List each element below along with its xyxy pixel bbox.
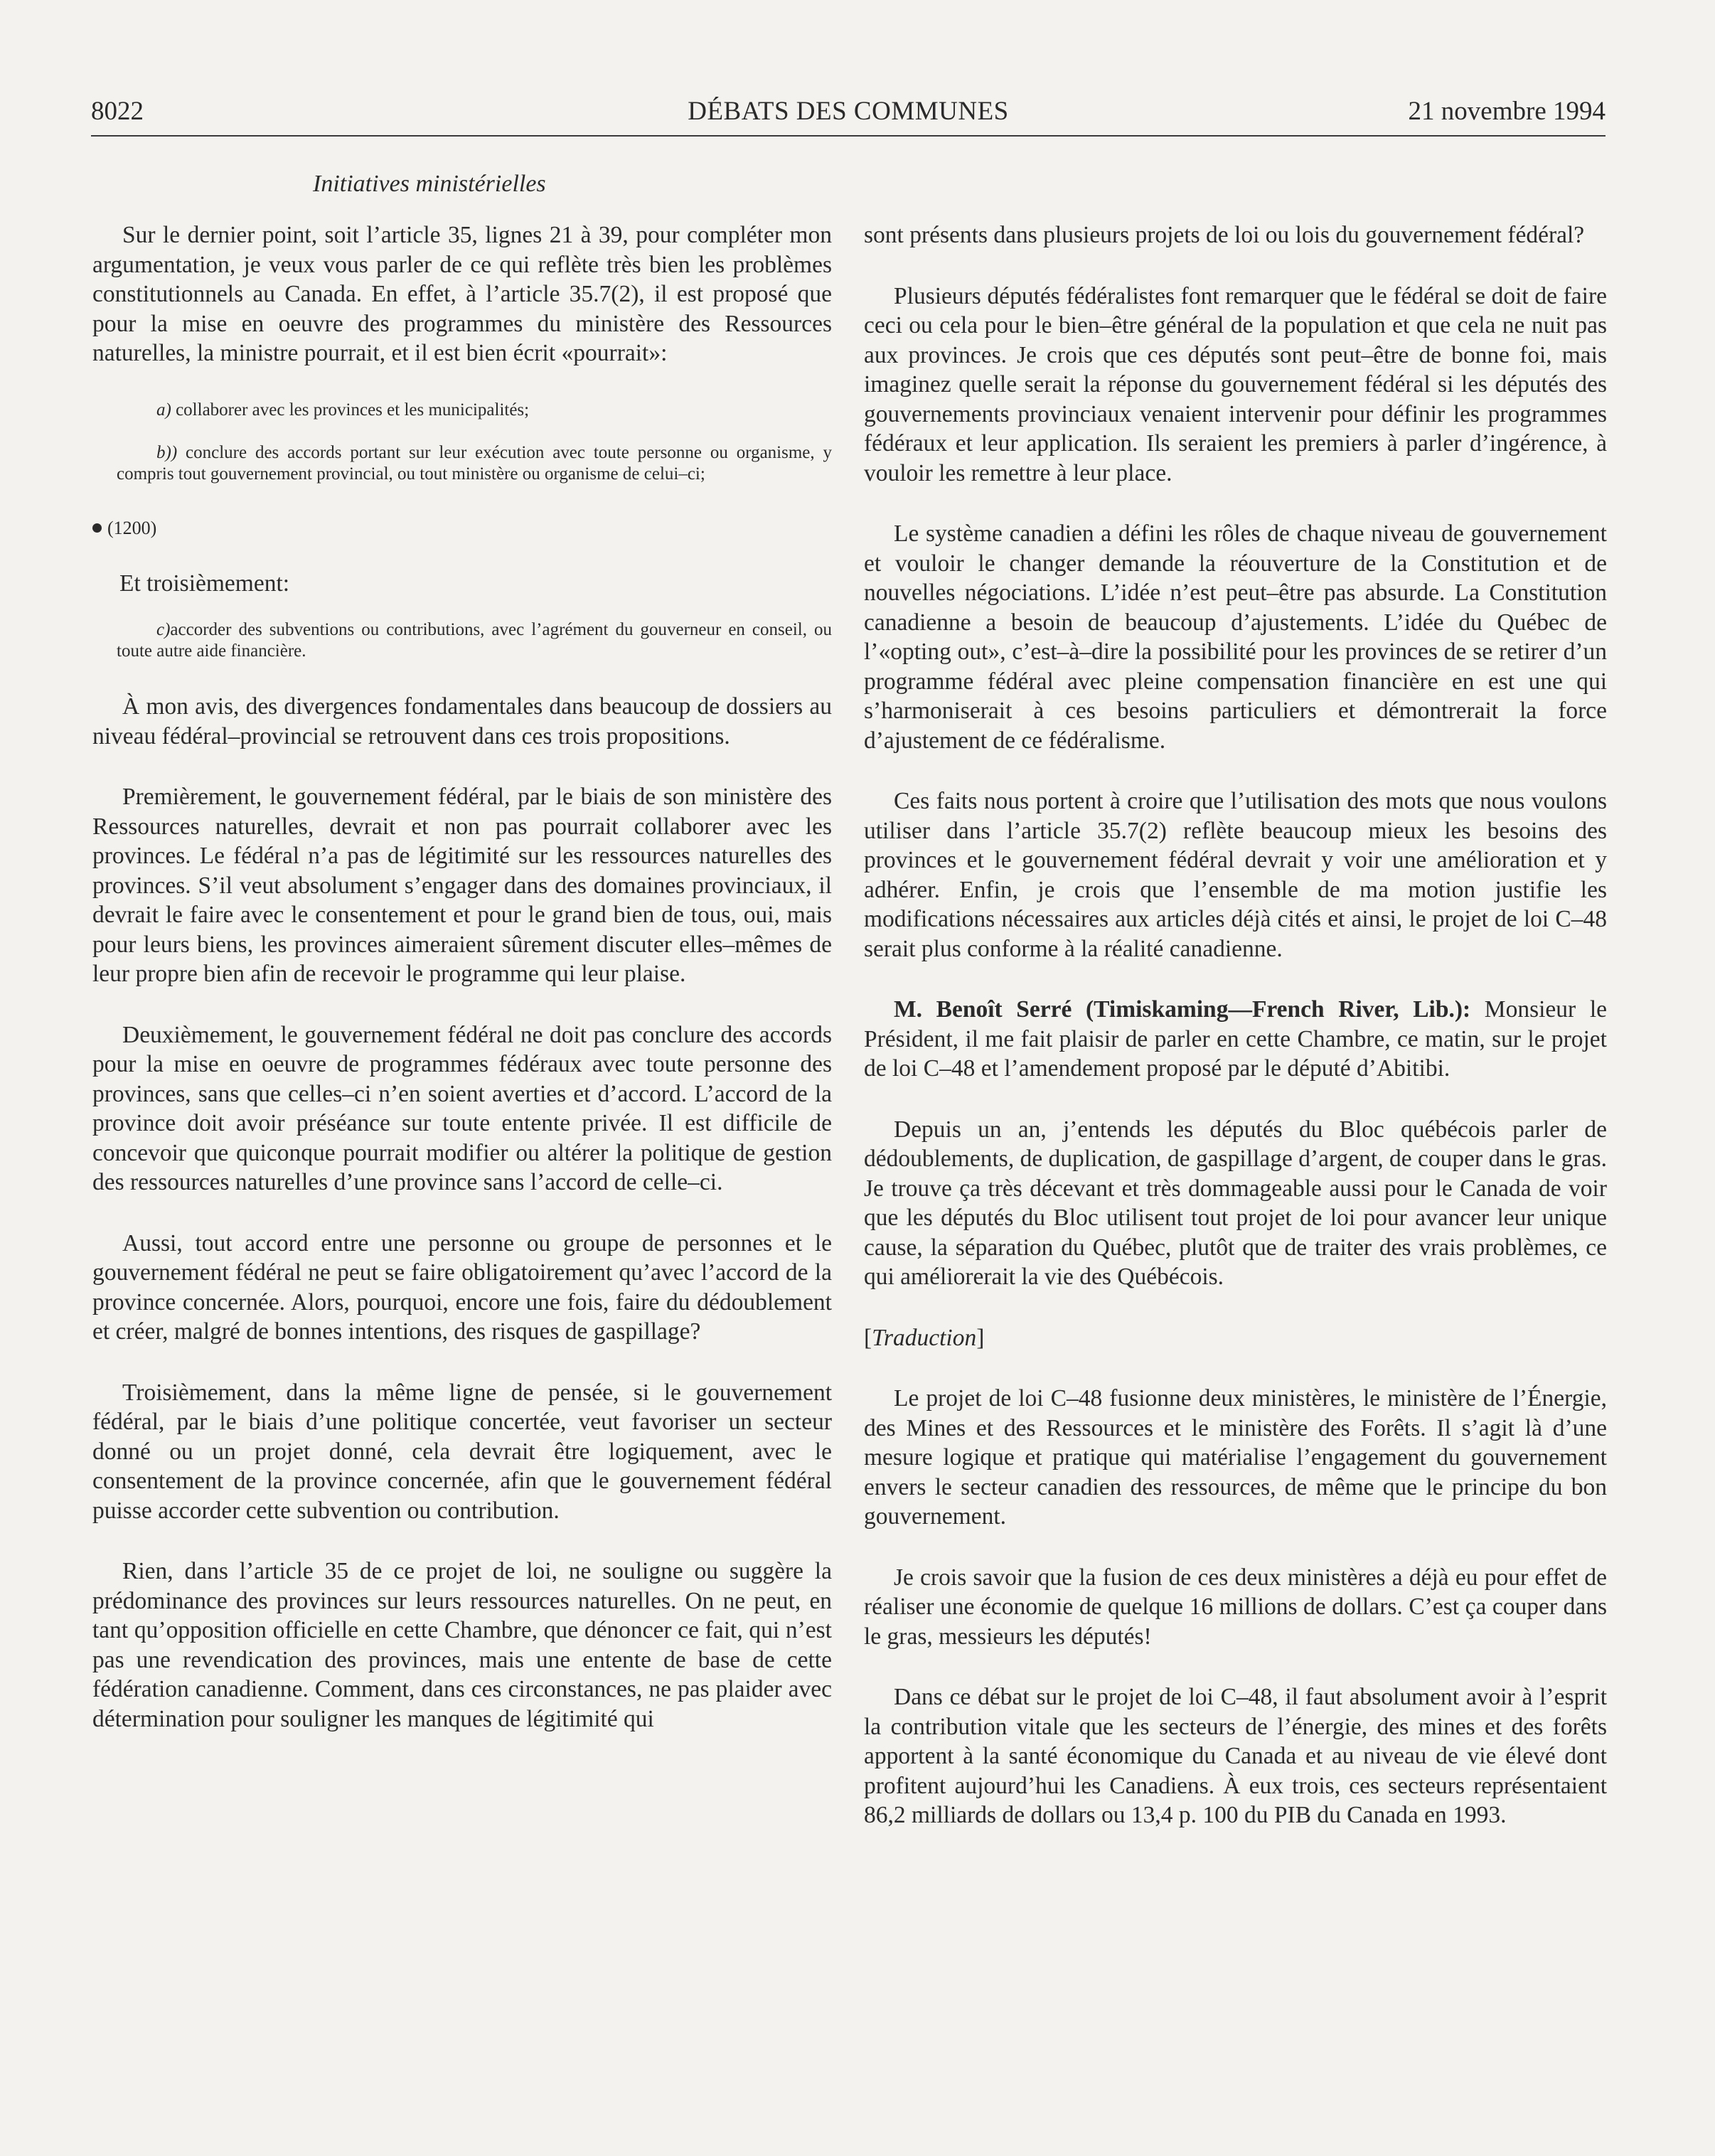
- clause-text: accorder des subventions ou contributions, avec l’agrément du gouverneur en conseil, ou toute autre aide financière.: [117, 620, 832, 661]
- paragraph: Le système canadien a défini les rôles de chaque niveau de gouvernement et vouloir le changer demande la réouverture de la Constitution et de nouvelles négociations. L’idée n’est peut–être pas absurde. La Constitution canadienne a besoin de beaucoup d’ajustements. L’idée du Québec de l’«opting out», c’est–à–dire la possibilité pour les provinces de se retirer d’un programme fédéral avec pleine compensation financière en est une qui s’harmoniserait à ces besoins particuliers et démontrerait la force d’ajustement de ce fédéralisme.: [864, 521, 1607, 754]
- paragraph: À mon avis, des divergences fondamentales dans beaucoup de dossiers au niveau fédéral–provincial se retrouvent dans ces trois propositions.: [92, 693, 832, 749]
- paragraph: Ces faits nous portent à croire que l’utilisation des mots que nous voulons utiliser dans l’article 35.7(2) reflète beaucoup mieux les besoins des provinces et le gouvernement fédéral devrait y voir une amélioration et y adhérer. Enfin, je crois que l’ensemble de ma motion justifie les modifications nécessaires aux articles déjà cités et ainsi, le projet de loi C–48 serait plus conforme à la réalité canadienne.: [864, 788, 1607, 962]
- page-number: 8022: [91, 97, 144, 126]
- paragraph: Plusieurs députés fédéralistes font remarquer que le fédéral se doit de faire ceci ou cela pour le bien–être général de la population et que cela ne nuit pas aux provinces. Je crois que ces députés sont peut–être de bonne foi, mais imaginez quelle serait la réponse du gouvernement fédéral si les députés des gouvernements provinciaux venaient intervenir pour définir les programmes fédéraux et leur application. Ils seraient les premiers à parler d’ingérence, à vouloir les remettre à leur place.: [864, 282, 1607, 486]
- right-column: [864, 220, 1607, 1862]
- quoted-clause-b: [92, 442, 832, 485]
- speaker-text: Monsieur le Président, il me fait plaisir de parler en cette Chambre, ce matin, sur le projet de loi C–48 et l’amendement proposé par le député d’Abitibi.: [864, 996, 1607, 1082]
- bullet-icon: [92, 523, 102, 533]
- paragraph: Depuis un an, j’entends les députés du Bloc québécois parler de dédoublements, de duplication, de gaspillage d’argent, de couper dans le gras. Je trouve ça très décevant et très dommageable aussi pour le Canada de voir que les députés du Bloc utilisent tout projet de loi pour avancer leur unique cause, la séparation du Québec, plutôt que de traiter des vrais problèmes, ce qui améliorerait la vie des Québécois.: [864, 1116, 1607, 1290]
- publication-date: 21 novembre 1994: [1408, 97, 1606, 126]
- translation-marker: [Traduction]: [864, 1324, 985, 1351]
- clause-letter: c): [156, 620, 171, 639]
- quoted-clause-c: [92, 619, 832, 662]
- paragraph: Sur le dernier point, soit l’article 35, lignes 21 à 39, pour compléter mon argumentation, je veux vous parler de ce qui reflète très bien les problèmes constitutionnels au Canada. En effet, à l’article 35.7(2), il est proposé que pour la mise en oeuvre des programmes du ministère des Ressources naturelles, la ministre pourrait, et il est bien écrit «pourrait»:: [92, 222, 832, 366]
- paragraph: Troisièmement, dans la même ligne de pensée, si le gouvernement fédéral, par le biais d’une politique concertée, veut favoriser un secteur donné ou un projet donné, cela devrait être logiquement, avec le consentement de la province concernée, afin que le gouvernement fédéral puisse accorder cette subvention ou contribution.: [92, 1379, 832, 1524]
- paragraph: sont présents dans plusieurs projets de loi ou lois du gouvernement fédéral?: [864, 222, 1585, 248]
- clause-text: conclure des accords portant sur leur exécution avec toute personne ou organisme, y compris tout gouvernement provincial, ou tout ministère ou organisme de celui–ci;: [117, 442, 832, 484]
- paragraph: Rien, dans l’article 35 de ce projet de loi, ne souligne ou suggère la prédominance des provinces sur leurs ressources naturelles. On ne peut, en tant qu’opposition officielle en cette Chambre, que dénoncer ce fait, qui n’est pas une revendication des provinces, mais une entente de base de cette fédération canadienne. Comment, dans ces circonstances, ne pas plaider avec détermination pour souligner les manques de légitimité qui: [92, 1558, 832, 1732]
- time-marker-text: (1200): [107, 517, 157, 538]
- third-heading: Et troisièmement:: [119, 570, 290, 597]
- clause-letter: a): [156, 400, 171, 420]
- section-title: Initiatives ministérielles: [313, 171, 546, 197]
- time-marker: [92, 518, 832, 539]
- paragraph: Deuxièmement, le gouvernement fédéral ne doit pas conclure des accords pour la mise en oeuvre de programmes fédéraux avec toute personne des provinces, sans que celles–ci n’en soient averties et d’accord. L’accord de la province doit avoir préséance sur toute entente privée. Il est difficile de concevoir que quiconque pourrait modifier ou altérer la politique de gestion des ressources naturelles d’une province sans l’accord de celle–ci.: [92, 1021, 832, 1195]
- paragraph: Aussi, tout accord entre une personne ou groupe de personnes et le gouvernement fédéral ne peut se faire obligatoirement qu’avec l’accord de la province concernée. Alors, pourquoi, encore une fois, faire du dédoublement et créer, malgré de bonnes intentions, des risques de gaspillage?: [92, 1229, 832, 1345]
- left-column: [92, 220, 832, 1765]
- translation-label: Traduction: [872, 1324, 977, 1351]
- paragraph: Je crois savoir que la fusion de ces deux ministères a déjà eu pour effet de réaliser une économie de quelque 16 millions de dollars. C’est ça couper dans le gras, messieurs les députés!: [864, 1564, 1607, 1650]
- paragraph: Dans ce débat sur le projet de loi C–48, il faut absolument avoir à l’esprit la contribution vitale que les secteurs de l’énergie, des mines et des forêts apportent à la santé économique du Canada et au niveau de vie élevé dont profitent aujourd’hui les Canadiens. À eux trois, ces secteurs représentaient 86,2 milliards de dollars ou 13,4 p. 100 du PIB du Canada en 1993.: [864, 1684, 1607, 1828]
- speaker-paragraph: [864, 995, 1607, 1084]
- paragraph: Premièrement, le gouvernement fédéral, par le biais de son ministère des Ressources naturelles, devrait et non pas pourrait collaborer avec les provinces. Le fédéral n’a pas de légitimité sur les ressources naturelles des provinces. S’il veut absolument s’engager dans des domaines provinciaux, il devrait le faire avec le consentement et pour le grand bien de tous, oui, mais pour leurs biens, les provinces aimeraient sûrement discuter elles–mêmes de leur propre bien afin de recevoir le programme qui leur plaise.: [92, 784, 832, 987]
- clause-letter: b)): [156, 442, 178, 462]
- speaker-name: M. Benoît Serré (Timiskaming—French River, Lib.):: [894, 996, 1471, 1023]
- quoted-clause-a: [92, 400, 832, 421]
- header-rule: [91, 135, 1606, 137]
- publication-title: DÉBATS DES COMMUNES: [688, 97, 1009, 126]
- page-header: [91, 96, 1606, 136]
- paragraph: Le projet de loi C–48 fusionne deux ministères, le ministère de l’Énergie, des Mines et des Ressources et le ministère des Forêts. Il s’agit là d’une mesure logique et pratique qui matérialise l’engagement du gouvernement envers le secteur canadien des ressources, de même que le principe du bon gouvernement.: [864, 1385, 1607, 1530]
- clause-text: collaborer avec les provinces et les municipalités;: [171, 400, 530, 420]
